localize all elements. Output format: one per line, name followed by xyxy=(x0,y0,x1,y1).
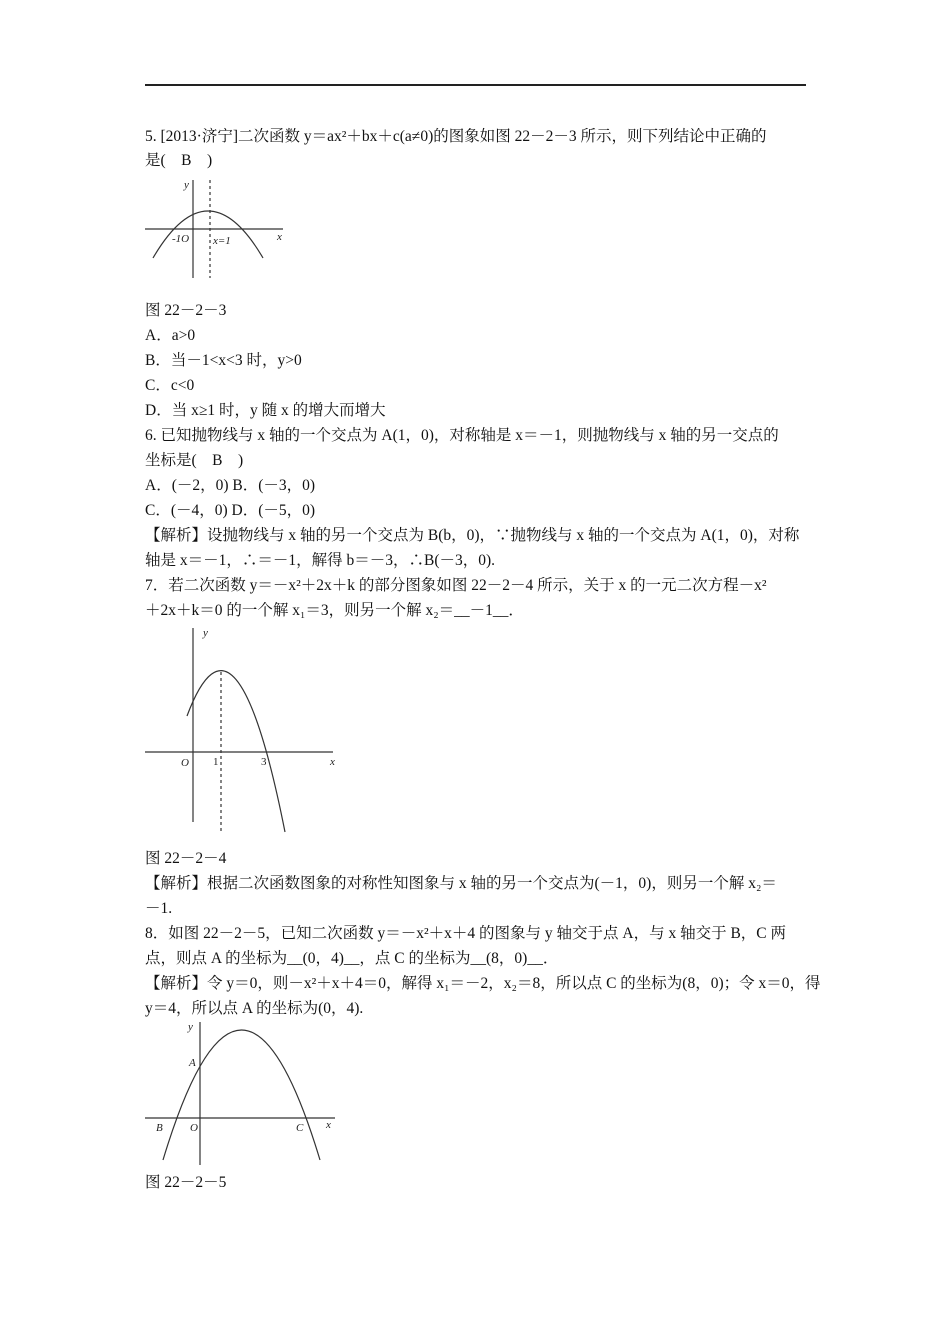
q8-line: y＝4，所以点 A 的坐标为(0，4). xyxy=(145,1000,364,1017)
figure-caption: 图 22－2－3 xyxy=(145,302,227,319)
q6-line: 坐标是( B ) xyxy=(145,452,244,469)
figure-caption: 图 22－2－5 xyxy=(145,1174,227,1191)
q8-line: 【解析】令 y＝0，则－x²＋x＋4＝0，解得 x₁＝－2，x₂＝8，所以点 C 的坐标为(8，0)；令 x＝0，得 xyxy=(145,975,821,992)
q6-line: 【解析】设抛物线与 x 轴的另一个交点为 B(b，0)，∵抛物线与 x 轴的一个交点为 A(1，0)，对称 xyxy=(145,527,800,544)
x-label: x xyxy=(326,1119,331,1131)
origin-label: O xyxy=(181,757,189,769)
q7-analysis: 【解析】根据二次函数图象的对称性知图象与 x 轴的另一个交点为(－1，0)，则另一个解 x₂＝ xyxy=(145,875,777,892)
option-a: A．a>0 xyxy=(145,327,196,344)
y-label: y xyxy=(203,627,208,639)
tick-1: 1 xyxy=(213,756,219,768)
y-label: y xyxy=(188,1021,193,1033)
q6-line: C．(－4，0) D．(－5，0) xyxy=(145,502,316,519)
q7-line: ＋2x＋k＝0 的一个解 x₁＝3，则另一个解 x₂＝__－1__． xyxy=(145,602,524,619)
q8-line: 点，则点 A 的坐标为__(0，4)__，点 C 的坐标为__(8，0)__． xyxy=(145,950,559,967)
q6-line: 6. 已知抛物线与 x 轴的一个交点为 A(1，0)，对称轴是 x＝－1，则抛物线与 x 轴的另一交点的 xyxy=(145,427,779,444)
option-d: D．当 x≥1 时，y 随 x 的增大而增大 xyxy=(145,402,386,419)
x-label: x xyxy=(330,756,335,768)
y-label: y xyxy=(184,179,189,191)
tick-3: 3 xyxy=(261,756,267,768)
q6-line: A．(－2，0) B．(－3，0) xyxy=(145,477,316,494)
q6-line: 轴是 x＝－1，∴＝－1，解得 b＝－3，∴B(－3，0). xyxy=(145,552,496,569)
figure-22-2-3 xyxy=(145,180,283,278)
option-b: B．当－1<x<3 时，y>0 xyxy=(145,352,302,369)
parabola xyxy=(153,211,263,258)
point-a-label: A xyxy=(189,1057,196,1069)
q8-line: 8．如图 22－2－5，已知二次函数 y＝－x²＋x＋4 的图象与 y 轴交于点 A，与 x 轴交于 B，C 两 xyxy=(145,925,787,942)
parabola xyxy=(187,671,285,832)
point-c-label: C xyxy=(296,1122,304,1134)
axis-label: x=1 xyxy=(213,235,231,247)
q5-stem: 5. [2013·济宁]二次函数 y＝ax²＋bx＋c(a≠0)的图象如图 22－2－3 所示，则下列结论中正确的 xyxy=(145,128,767,145)
origin-label: -1O xyxy=(172,233,190,245)
origin-label: O xyxy=(190,1122,198,1134)
figure-22-2-5 xyxy=(145,1022,335,1165)
option-c: C．c<0 xyxy=(145,377,195,394)
figure-caption: 图 22－2－4 xyxy=(145,850,227,867)
parabola xyxy=(163,1030,320,1160)
q5-stem-cont: 是( B ) xyxy=(145,152,213,169)
q7-line: 7．若二次函数 y＝－x²＋2x＋k 的部分图象如图 22－2－4 所示，关于 x 的一元二次方程－x² xyxy=(145,577,767,594)
x-label: x xyxy=(277,231,282,243)
figure-22-2-4 xyxy=(145,628,333,832)
q7-analysis: －1. xyxy=(145,900,173,917)
point-b-label: B xyxy=(156,1122,163,1134)
